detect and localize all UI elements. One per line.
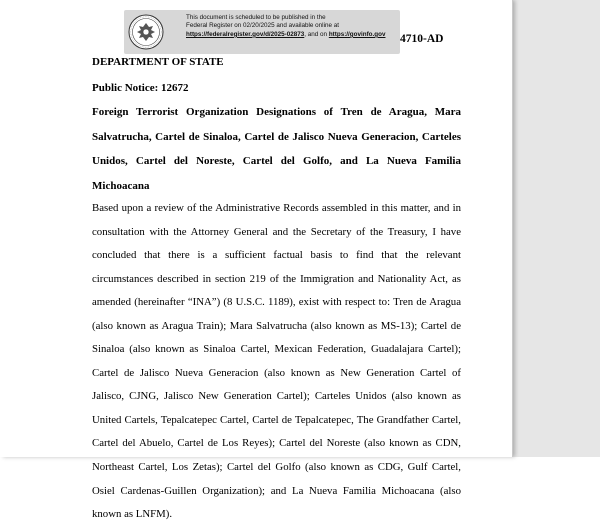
federalregister-link[interactable]: https://federalregister.gov/d/2025-02873 (186, 30, 305, 38)
department-heading: DEPARTMENT OF STATE (92, 56, 224, 68)
viewer-background (512, 0, 600, 457)
document-body: Based upon a review of the Administrative Records assembled in this matter, and in consultation with the Attorney General and the Secretary of the Treasury, I have concluded that there is a sufficient factual basis to find that the relevant circumstances described in section 219 of the Immigration and Nationality Act, as amended (hereinafter “INA”) (8 U.S.C. 1189), exist with respect to: Tren de Aragua (also known as Aragua Train); Mara Salvatrucha (also known as MS-13); Cartel de Sinaloa (also known as Sinaloa Cartel, Mexican Federation, Guadalajara Cartel); Cartel de Jalisco Nueva Generacion (also known as New Generation Cartel of Jalisco, CJNG, Jalisco New Generation Cartel); Carteles Unidos (also known as United Cartels, Tepalcatepec Cartel, Cartel de Tepalcatepec, The Grandfather Cartel, Cartel del Abuelo, Cartel de Los Reyes); Cartel del Noreste (also known as CDN, Northeast Cartel, Los Zetas); Cartel del Golfo (also known as CDG, Gulf Cartel, Osiel Cardenas-Guillen Organization); and La Nueva Familia Michoacana (also known as LNFM). (92, 202, 461, 521)
banner-line-1: This document is scheduled to be published in the (186, 14, 326, 21)
document-title: Foreign Terrorist Organization Designations of Tren de Aragua, Mara Salvatrucha, Cartel de Sinaloa, Cartel de Jalisco Nueva Generacion, Carteles Unidos, Cartel del Noreste, Cartel del Golfo, and La Nueva Familia Michoacana (92, 106, 461, 192)
banner-line-2: Federal Register on 02/20/2025 and available online at (186, 22, 339, 30)
document-content (92, 52, 461, 527)
govinfo-link[interactable]: https://govinfo.gov (328, 30, 386, 38)
banner-line-3-mid: , and on (304, 30, 329, 38)
federal-register-seal-icon (128, 14, 164, 50)
public-notice-number: Public Notice: 12672 (92, 82, 189, 94)
document-code: 4710-AD (400, 33, 444, 45)
banner-line-3 (186, 31, 400, 39)
publication-banner (124, 10, 400, 54)
banner-text (186, 14, 400, 39)
